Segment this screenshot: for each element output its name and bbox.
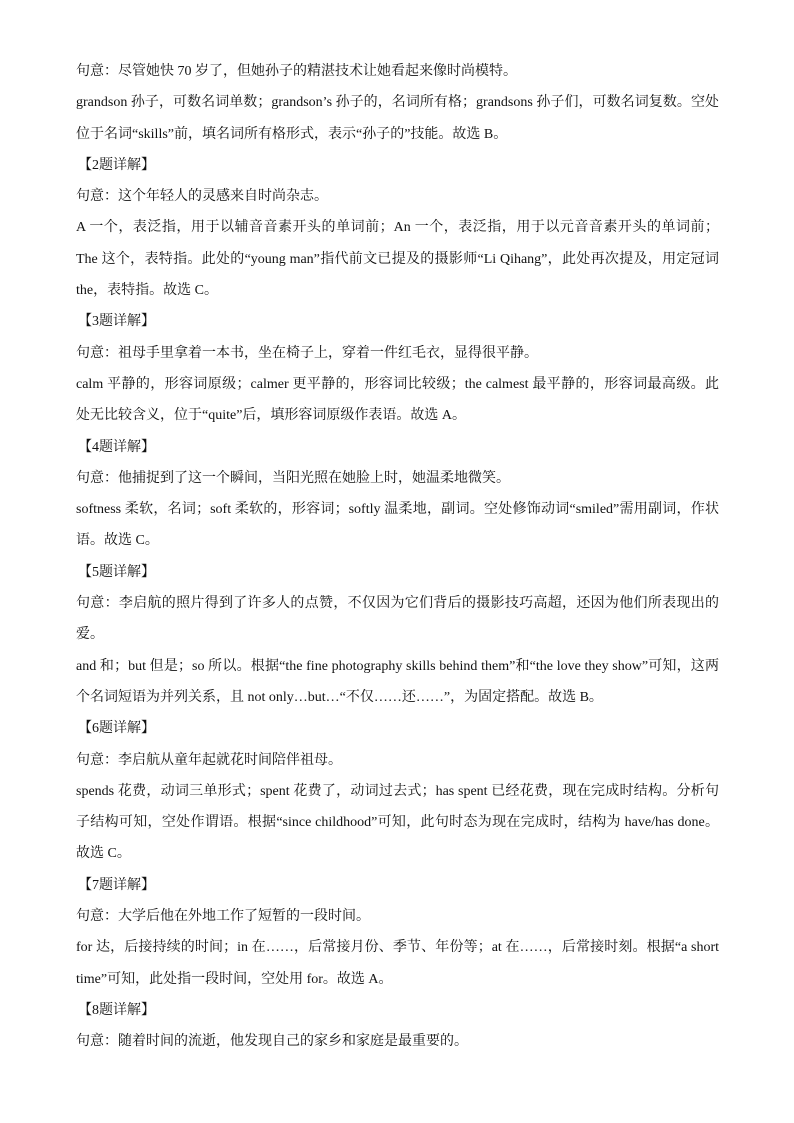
analysis-line: 位于名词“skills”前，填名词所有格形式，表示“孙子的”技能。故选 B。 xyxy=(76,126,508,142)
sentence-meaning-paragraph xyxy=(76,1026,719,1057)
section-heading xyxy=(76,306,719,337)
sentence-meaning-paragraph xyxy=(76,588,719,651)
analysis-line: and 和；but 但是；so 所以。根据“the fine photography skills behind them”和“the love they show”可知，这两 xyxy=(76,658,719,674)
section-heading-text: 【5题详解】 xyxy=(78,564,155,580)
sentence-meaning-line: 句意：他捕捉到了这一个瞬间，当阳光照在她脸上时，她温柔地微笑。 xyxy=(76,470,510,486)
analysis-line: for 达，后接持续的时间；in 在……，后常接月份、季节、年份等；at 在……，后常接时刻。根据“a short xyxy=(76,940,719,956)
sentence-meaning-paragraph xyxy=(76,56,719,87)
analysis-paragraph xyxy=(76,212,719,306)
section-heading xyxy=(76,995,719,1026)
section-heading-text: 【7题详解】 xyxy=(78,877,155,893)
analysis-line: 语。故选 C。 xyxy=(76,533,159,549)
sentence-meaning-line: 句意：随着时间的流逝，他发现自己的家乡和家庭是最重要的。 xyxy=(76,1034,468,1050)
analysis-line: 子结构可知，空处作谓语。根据“since childhood”可知，此句时态为现在完成时，结构为 have/has done。 xyxy=(76,815,719,831)
analysis-paragraph xyxy=(76,87,719,150)
analysis-line: time”可知，此处指一段时间，空处用 for。故选 A。 xyxy=(76,971,393,987)
sentence-meaning-line: 句意：祖母手里拿着一本书，坐在椅子上，穿着一件红毛衣，显得很平静。 xyxy=(76,345,538,361)
section-heading-text: 【2题详解】 xyxy=(78,157,155,173)
analysis-paragraph xyxy=(76,494,719,557)
analysis-paragraph xyxy=(76,932,719,995)
analysis-paragraph xyxy=(76,776,719,870)
analysis-line: 处无比较含义，位于“quite”后，填形容词原级作表语。故选 A。 xyxy=(76,408,467,424)
section-heading xyxy=(76,150,719,181)
analysis-line: The 这个，表特指。此处的“young man”指代前文已提及的摄影师“Li Qihang”，此处再次提及，用定冠词 xyxy=(76,251,719,267)
analysis-line: the，表特指。故选 C。 xyxy=(76,283,218,299)
sentence-meaning-line: 爱。 xyxy=(76,627,104,643)
sentence-meaning-line: 句意：李启航的照片得到了许多人的点赞，不仅因为它们背后的摄影技巧高超，还因为他们所表现出的 xyxy=(76,596,719,612)
section-heading xyxy=(76,713,719,744)
sentence-meaning-paragraph xyxy=(76,338,719,369)
section-heading xyxy=(76,557,719,588)
analysis-line: softness 柔软，名词；soft 柔软的，形容词；softly 温柔地，副词。空处修饰动词“smiled”需用副词，作状 xyxy=(76,502,719,518)
section-heading-text: 【4题详解】 xyxy=(78,439,155,455)
section-heading-text: 【6题详解】 xyxy=(78,721,155,737)
sentence-meaning-line: 句意：李启航从童年起就花时间陪伴祖母。 xyxy=(76,752,342,768)
sentence-meaning-paragraph xyxy=(76,463,719,494)
analysis-line: grandson 孙子，可数名词单数；grandson’s 孙子的，名词所有格；grandsons 孙子们，可数名词复数。空处 xyxy=(76,95,719,111)
sentence-meaning-paragraph xyxy=(76,901,719,932)
sentence-meaning-line: 句意：大学后他在外地工作了短暂的一段时间。 xyxy=(76,909,370,925)
analysis-line: calm 平静的，形容词原级；calmer 更平静的，形容词比较级；the calmest 最平静的，形容词最高级。此 xyxy=(76,376,719,392)
analysis-line: A 一个，表泛指，用于以辅音音素开头的单词前；An 一个，表泛指，用于以元音音素开头的单词前； xyxy=(76,220,719,236)
section-heading-text: 【3题详解】 xyxy=(78,314,155,330)
analysis-paragraph xyxy=(76,651,719,714)
analysis-line: 故选 C。 xyxy=(76,846,131,862)
sentence-meaning-paragraph xyxy=(76,181,719,212)
document-body xyxy=(76,56,719,1058)
analysis-paragraph xyxy=(76,369,719,432)
sentence-meaning-paragraph xyxy=(76,745,719,776)
analysis-line: spends 花费，动词三单形式；spent 花费了，动词过去式；has spent 已经花费，现在完成时结构。分析句 xyxy=(76,783,719,799)
section-heading-text: 【8题详解】 xyxy=(78,1002,155,1018)
section-heading xyxy=(76,870,719,901)
sentence-meaning-line: 句意：这个年轻人的灵感来自时尚杂志。 xyxy=(76,189,328,205)
section-heading xyxy=(76,432,719,463)
sentence-meaning-line: 句意：尽管她快 70 岁了，但她孙子的精湛技术让她看起来像时尚模特。 xyxy=(76,64,517,79)
analysis-line: 个名词短语为并列关系，且 not only…but…“不仅……还……”，为固定搭配。故选 B。 xyxy=(76,689,603,705)
